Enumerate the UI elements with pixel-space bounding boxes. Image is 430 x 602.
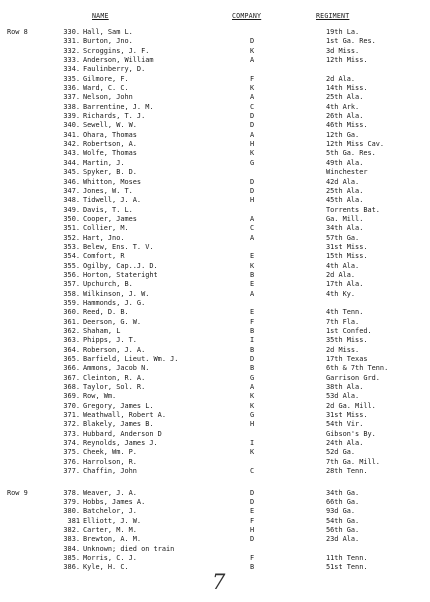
company-letter: C xyxy=(250,467,255,476)
entry-number: 339. xyxy=(63,112,80,121)
row-label: Row 9 xyxy=(7,488,28,497)
entry-number: 354. xyxy=(63,252,80,261)
entry-number: 366. xyxy=(63,364,80,373)
roster-row xyxy=(0,121,430,130)
company-letter: E xyxy=(250,280,255,289)
entry-number: 378. xyxy=(63,488,80,497)
entry-number: 359. xyxy=(63,298,80,307)
company-letter: H xyxy=(250,525,255,534)
regiment-name: 46th Miss. xyxy=(326,121,368,130)
regiment-name: 5th Ga. Res. xyxy=(326,149,376,158)
regiment-name: Winchester xyxy=(326,168,368,177)
roster-row xyxy=(0,112,430,121)
regiment-name: 17th Texas xyxy=(326,355,368,364)
regiment-name: 2d Ala. xyxy=(326,74,356,83)
soldier-name: Barfield, Lieut. Wm. J. xyxy=(83,355,179,364)
soldier-name: Comfort, R xyxy=(83,252,125,261)
roster-row xyxy=(0,252,430,261)
soldier-name: Jones, W. T. xyxy=(83,186,133,195)
company-letter: G xyxy=(250,158,255,167)
entry-number: 358. xyxy=(63,289,80,298)
regiment-name: 31st Miss. xyxy=(326,411,368,420)
soldier-name: Gilmore, F. xyxy=(83,74,129,83)
regiment-name: 93d Ga. xyxy=(326,507,356,516)
company-letter: F xyxy=(250,516,255,525)
regiment-name: 57th Ga. xyxy=(326,233,360,242)
company-letter: G xyxy=(250,373,255,382)
regiment-name: 1st Ga. Res. xyxy=(326,37,376,46)
company-letter: A xyxy=(250,289,255,298)
roster-row xyxy=(0,554,430,563)
entry-number: 377. xyxy=(63,467,80,476)
company-letter: A xyxy=(250,383,255,392)
regiment-name: 6th & 7th Tenn. xyxy=(326,364,389,373)
soldier-name: Wolfe, Thomas xyxy=(83,149,137,158)
company-letter: A xyxy=(250,93,255,102)
soldier-name: Sewell, W. W. xyxy=(83,121,137,130)
roster-row xyxy=(0,103,430,112)
roster-row xyxy=(0,215,430,224)
regiment-name: Ga. Mill. xyxy=(326,214,364,223)
entry-number: 350. xyxy=(63,214,80,223)
soldier-name: Collier, M. xyxy=(83,224,129,233)
regiment-name: 1st Confed. xyxy=(326,327,372,335)
soldier-name: Cooper, James xyxy=(83,214,137,223)
regiment-name: 45th Ala. xyxy=(326,196,364,205)
soldier-name: Richards, T. J. xyxy=(83,112,146,121)
regiment-name: 12th Ga. xyxy=(326,130,360,139)
entry-number: 345. xyxy=(63,168,80,177)
regiment-name: 23d Ala. xyxy=(326,535,360,544)
roster-row xyxy=(0,545,430,554)
page-number: 7 xyxy=(212,570,226,594)
regiment-name: 2d Ala. xyxy=(326,270,356,279)
entry-number: 360. xyxy=(63,308,80,317)
roster-row xyxy=(0,346,430,355)
regiment-name: 66th Ga. xyxy=(326,497,360,506)
entry-number: 331. xyxy=(63,37,80,46)
soldier-name: Reynolds, James J. xyxy=(83,439,158,448)
regiment-name: Torrents Bat. xyxy=(326,205,380,214)
soldier-name: Ward, C. C. xyxy=(83,84,129,93)
company-letter: H xyxy=(250,196,255,205)
soldier-name: Belew, Ens. T. V. xyxy=(83,242,154,251)
company-letter: D xyxy=(250,488,255,497)
soldier-name: Weaver, J. A. xyxy=(83,488,137,497)
entry-number: 367. xyxy=(63,373,80,382)
company-letter: D xyxy=(250,355,255,364)
roster-row xyxy=(0,196,430,205)
regiment-name: 28th Tenn. xyxy=(326,467,368,476)
company-letter: D xyxy=(250,535,255,544)
entry-number: 332. xyxy=(63,46,80,55)
roster-row xyxy=(0,467,430,476)
regiment-name: 51st Tenn. xyxy=(326,563,368,572)
roster-row xyxy=(0,318,430,327)
roster-row xyxy=(0,430,430,439)
regiment-name: 54th Ga. xyxy=(326,516,360,525)
soldier-name: Chaffin, John xyxy=(83,467,137,476)
entry-number: 347. xyxy=(63,186,80,195)
entry-number: 346. xyxy=(63,177,80,186)
regiment-name: 49th Ala. xyxy=(326,158,364,167)
regiment-name: 7th Ga. Mill. xyxy=(326,457,380,466)
company-letter: A xyxy=(250,56,255,65)
soldier-name: Shaham, L xyxy=(83,327,121,335)
regiment-name: 17th Ala. xyxy=(326,280,364,289)
soldier-name: Anderson, William xyxy=(83,56,154,65)
soldier-name: Burton, Jno. xyxy=(83,37,133,46)
soldier-name: Kyle, H. C. xyxy=(83,563,129,572)
company-letter: D xyxy=(250,37,255,46)
company-letter: E xyxy=(250,252,255,261)
roster-row xyxy=(0,149,430,158)
company-letter: D xyxy=(250,497,255,506)
soldier-name: Hall, Sam L. xyxy=(83,28,133,36)
roster-row xyxy=(0,56,430,65)
regiment-name: 4th Ky. xyxy=(326,289,356,298)
entry-number: 355. xyxy=(63,261,80,270)
soldier-name: Reed, D. B. xyxy=(83,308,129,317)
soldier-name: Phipps, J. T. xyxy=(83,336,137,345)
entry-number: 353. xyxy=(63,242,80,251)
header-name: NAME xyxy=(92,12,109,20)
entry-number: 342. xyxy=(63,140,80,149)
company-letter: A xyxy=(250,233,255,242)
roster-row xyxy=(0,159,430,168)
roster-row xyxy=(0,262,430,271)
soldier-name: Tidwell, J. A. xyxy=(83,196,142,205)
roster-list xyxy=(0,28,430,573)
regiment-name: 12th Miss Cav. xyxy=(326,140,385,149)
roster-row xyxy=(0,37,430,46)
header-company: COMPANY xyxy=(232,12,262,20)
header-regiment: REGIMENT xyxy=(316,12,350,20)
company-letter: B xyxy=(250,364,255,373)
roster-row xyxy=(0,526,430,535)
company-letter: A xyxy=(250,214,255,223)
soldier-name: Horton, Stateright xyxy=(83,270,158,279)
entry-number: 371. xyxy=(63,411,80,420)
regiment-name: 35th Miss. xyxy=(326,336,368,345)
roster-row xyxy=(0,498,430,507)
company-letter: D xyxy=(250,186,255,195)
regiment-name: 42d Ala. xyxy=(326,177,360,186)
regiment-name: 2d Ga. Mill. xyxy=(326,401,376,410)
regiment-name: 34th Ala. xyxy=(326,224,364,233)
regiment-name: 14th Miss. xyxy=(326,84,368,93)
entry-number: 330. xyxy=(63,28,80,36)
entry-number: 379. xyxy=(63,497,80,506)
company-letter: A xyxy=(250,130,255,139)
entry-number: 385. xyxy=(63,553,80,562)
roster-row xyxy=(0,489,430,498)
regiment-name: 3d Miss. xyxy=(326,46,360,55)
soldier-name: Faulinberry, D. xyxy=(83,65,146,74)
entry-number: 338. xyxy=(63,102,80,111)
roster-row xyxy=(0,65,430,74)
company-letter: D xyxy=(250,121,255,130)
regiment-name: 4th Ark. xyxy=(326,102,360,111)
entry-number: 351. xyxy=(63,224,80,233)
entry-number: 370. xyxy=(63,401,80,410)
entry-number: 375. xyxy=(63,448,80,457)
roster-row xyxy=(0,439,430,448)
entry-number: 380. xyxy=(63,507,80,516)
company-letter: K xyxy=(250,401,255,410)
company-letter: K xyxy=(250,261,255,270)
soldier-name: Whitton, Moses xyxy=(83,177,142,186)
roster-row xyxy=(0,364,430,373)
entry-number: 362. xyxy=(63,327,80,335)
soldier-name: Gregory, James L. xyxy=(83,401,154,410)
regiment-name: 15th Miss. xyxy=(326,252,368,261)
soldier-name: Martin, J. xyxy=(83,158,125,167)
roster-row xyxy=(0,271,430,280)
entry-number: 340. xyxy=(63,121,80,130)
company-letter: I xyxy=(250,439,255,448)
entry-number: 381 xyxy=(67,516,80,525)
company-letter: H xyxy=(250,140,255,149)
soldier-name: Hobbs, James A. xyxy=(83,497,146,506)
roster-row xyxy=(0,28,430,37)
roster-row xyxy=(0,234,430,243)
company-letter: F xyxy=(250,553,255,562)
roster-row xyxy=(0,535,430,544)
entry-number: 376. xyxy=(63,457,80,466)
soldier-name: Morris, C. J. xyxy=(83,553,137,562)
soldier-name: Cheek, Wm. P. xyxy=(83,448,137,457)
roster-row xyxy=(0,178,430,187)
roster-row xyxy=(0,420,430,429)
roster-row xyxy=(0,411,430,420)
roster-row xyxy=(0,224,430,233)
roster-row xyxy=(0,299,430,308)
roster-row xyxy=(0,187,430,196)
company-letter: C xyxy=(250,224,255,233)
soldier-name: Brewton, A. M. xyxy=(83,535,142,544)
company-letter: K xyxy=(250,84,255,93)
soldier-name: Unknown; died on train xyxy=(83,544,175,553)
company-letter: F xyxy=(250,74,255,83)
entry-number: 374. xyxy=(63,439,80,448)
company-letter: D xyxy=(250,112,255,121)
company-letter: B xyxy=(250,563,255,572)
entry-number: 369. xyxy=(63,392,80,401)
entry-number: 384. xyxy=(63,544,80,553)
entry-number: 349. xyxy=(63,205,80,214)
soldier-name: Blakely, James B. xyxy=(83,420,154,429)
entry-number: 363. xyxy=(63,336,80,345)
roster-row xyxy=(0,93,430,102)
soldier-name: Barrentine, J. M. xyxy=(83,102,154,111)
soldier-name: Scroggins, J. F. xyxy=(83,46,150,55)
soldier-name: Hubbard, Anderson D xyxy=(83,429,162,438)
company-letter: K xyxy=(250,392,255,401)
roster-row xyxy=(0,517,430,526)
entry-number: 341. xyxy=(63,130,80,139)
soldier-name: Deerson, G. W. xyxy=(83,317,142,326)
entry-number: 357. xyxy=(63,280,80,289)
entry-number: 386. xyxy=(63,563,80,572)
company-letter: B xyxy=(250,327,255,335)
roster-row xyxy=(0,507,430,516)
regiment-name: 2d Miss. xyxy=(326,345,360,354)
company-letter: E xyxy=(250,308,255,317)
roster-row xyxy=(0,206,430,215)
soldier-name: Elliott, J. W. xyxy=(83,516,142,525)
entry-number: 364. xyxy=(63,345,80,354)
entry-number: 344. xyxy=(63,158,80,167)
regiment-name: 4th Ala. xyxy=(326,261,360,270)
regiment-name: 31st Miss. xyxy=(326,242,368,251)
soldier-name: Roberson, J. A. xyxy=(83,345,146,354)
roster-row xyxy=(0,327,430,336)
regiment-name: 52d Ga. xyxy=(326,448,356,457)
soldier-name: Spyker, B. D. xyxy=(83,168,137,177)
soldier-name: Ogilby, Cap..J. D. xyxy=(83,261,158,270)
company-letter: G xyxy=(250,411,255,420)
soldier-name: Weathwall, Robert A. xyxy=(83,411,166,420)
entry-number: 372. xyxy=(63,420,80,429)
soldier-name: Ammons, Jacob N. xyxy=(83,364,150,373)
roster-row xyxy=(0,448,430,457)
soldier-name: Hammonds, J. G. xyxy=(83,298,146,307)
regiment-name: Gibson's By. xyxy=(326,429,376,438)
regiment-name: 53d Ala. xyxy=(326,392,360,401)
company-letter: B xyxy=(250,345,255,354)
entry-number: 333. xyxy=(63,56,80,65)
roster-row xyxy=(0,280,430,289)
regiment-name: 24th Ala. xyxy=(326,439,364,448)
soldier-name: Batchelor, J. xyxy=(83,507,137,516)
soldier-name: Harrolson, R. xyxy=(83,457,137,466)
regiment-name: 12th Miss. xyxy=(326,56,368,65)
soldier-name: Hart, Jno. xyxy=(83,233,125,242)
regiment-name: 25th Ala. xyxy=(326,186,364,195)
entry-number: 348. xyxy=(63,196,80,205)
entry-number: 361. xyxy=(63,317,80,326)
roster-row xyxy=(0,392,430,401)
roster-row xyxy=(0,84,430,93)
roster-row xyxy=(0,140,430,149)
roster-row xyxy=(0,308,430,317)
roster-row xyxy=(0,458,430,467)
soldier-name: Davis, T. L. xyxy=(83,205,133,214)
company-letter: F xyxy=(250,317,255,326)
soldier-name: Upchurch, B. xyxy=(83,280,133,289)
soldier-name: Nelson, John xyxy=(83,93,133,102)
regiment-name: 11th Tenn. xyxy=(326,553,368,562)
entry-number: 382. xyxy=(63,525,80,534)
regiment-name: 4th Tenn. xyxy=(326,308,364,317)
soldier-name: Cleinton, R. A. xyxy=(83,373,146,382)
soldier-name: Ohara, Thomas xyxy=(83,130,137,139)
entry-number: 334. xyxy=(63,65,80,74)
company-letter: C xyxy=(250,102,255,111)
roster-row xyxy=(0,336,430,345)
company-letter: H xyxy=(250,420,255,429)
company-letter: D xyxy=(250,177,255,186)
regiment-name: 7th Fla. xyxy=(326,317,360,326)
regiment-name: Garrison Grd. xyxy=(326,373,380,382)
soldier-name: Robertson, A. xyxy=(83,140,137,149)
company-letter: B xyxy=(250,270,255,279)
soldier-name: Row, Wm. xyxy=(83,392,117,401)
regiment-name: 34th Ga. xyxy=(326,488,360,497)
entry-number: 356. xyxy=(63,270,80,279)
company-letter: I xyxy=(250,336,255,345)
entry-number: 373. xyxy=(63,429,80,438)
roster-row xyxy=(0,383,430,392)
roster-row xyxy=(0,402,430,411)
company-letter: K xyxy=(250,448,255,457)
roster-row xyxy=(0,243,430,252)
roster-row xyxy=(0,75,430,84)
company-letter: K xyxy=(250,149,255,158)
entry-number: 352. xyxy=(63,233,80,242)
roster-row xyxy=(0,290,430,299)
entry-number: 336. xyxy=(63,84,80,93)
regiment-name: 54th Vir. xyxy=(326,420,364,429)
entry-number: 335. xyxy=(63,74,80,83)
roster-row xyxy=(0,374,430,383)
company-letter: E xyxy=(250,507,255,516)
row-label: Row 8 xyxy=(7,28,28,36)
entry-number: 343. xyxy=(63,149,80,158)
entry-number: 365. xyxy=(63,355,80,364)
company-letter: K xyxy=(250,46,255,55)
soldier-name: Taylor, Sol. R. xyxy=(83,383,146,392)
roster-row xyxy=(0,355,430,364)
entry-number: 368. xyxy=(63,383,80,392)
regiment-name: 26th Ala. xyxy=(326,112,364,121)
regiment-name: 19th La. xyxy=(326,28,360,36)
regiment-name: 38th Ala. xyxy=(326,383,364,392)
regiment-name: 56th Ga. xyxy=(326,525,360,534)
roster-row xyxy=(0,47,430,56)
soldier-name: Carter, M. M. xyxy=(83,525,137,534)
entry-number: 337. xyxy=(63,93,80,102)
regiment-name: 25th Ala. xyxy=(326,93,364,102)
soldier-name: Wilkinson, J. W. xyxy=(83,289,150,298)
roster-row xyxy=(0,168,430,177)
roster-row xyxy=(0,131,430,140)
entry-number: 383. xyxy=(63,535,80,544)
